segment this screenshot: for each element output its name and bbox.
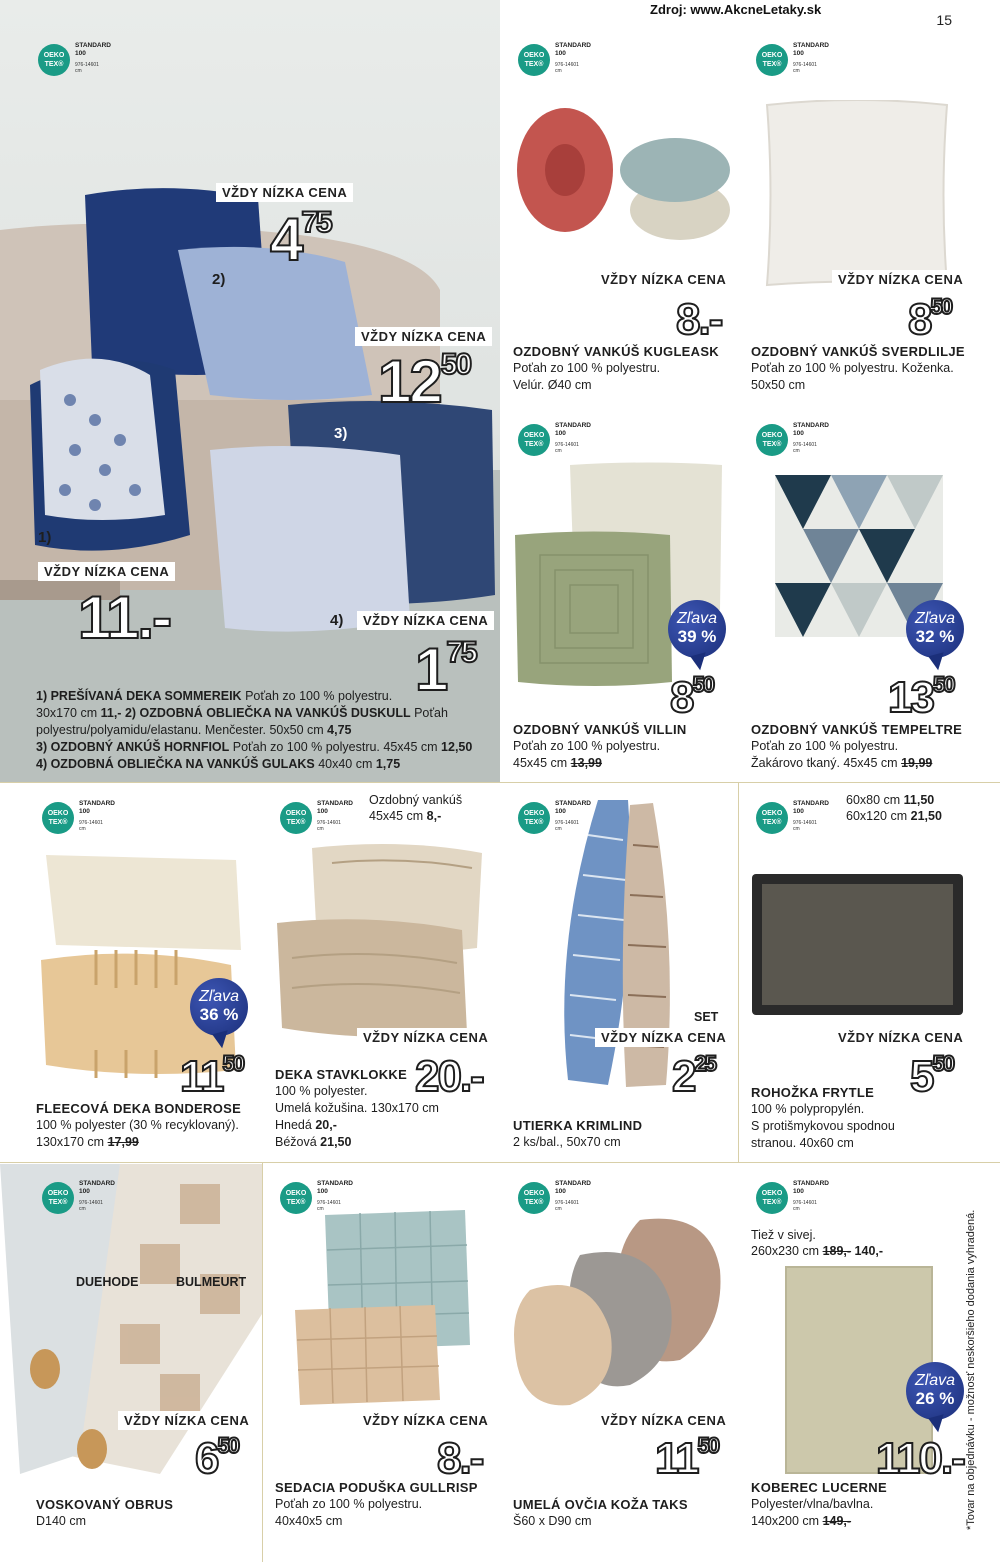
kugleask-price: 8.- bbox=[676, 295, 722, 344]
oeko-badge: OEKO TEX® STANDARD 100 976-14601 cm bbox=[518, 1178, 608, 1218]
divider bbox=[738, 782, 739, 1162]
hero-price-3: 1250 bbox=[378, 348, 471, 415]
sverdlilje-price-label: VŽDY NÍZKA CENA bbox=[832, 270, 969, 289]
krimlind-description: UTIERKA KRIMLIND 2 ks/bal., 50x70 cm bbox=[513, 1118, 643, 1149]
frytle-price-label: VŽDY NÍZKA CENA bbox=[832, 1028, 969, 1047]
sverdlilje-price: 850 bbox=[908, 294, 951, 344]
villin-price: 850 bbox=[670, 672, 713, 722]
oeko-logo-icon: OEKO TEX® bbox=[38, 44, 70, 76]
oeko-badge: OEKO TEX® STANDARD 100 976-14601 cm bbox=[518, 420, 608, 460]
oeko-badge: OEKO TEX® STANDARD 100 976-14601 cm bbox=[756, 798, 846, 838]
hero-price-2: 475 bbox=[270, 206, 331, 273]
divider bbox=[0, 1162, 1000, 1163]
stavklokke-price-label: VŽDY NÍZKA CENA bbox=[357, 1028, 494, 1047]
frytle-image bbox=[750, 872, 965, 1017]
availability-footnote: *Tovar na objednávku - možnosť neskoršieho dodania vyhradená. bbox=[965, 1209, 977, 1530]
bonderose-price: 1150 bbox=[180, 1051, 243, 1101]
hero-price-1: 11.- bbox=[78, 584, 171, 651]
oeko-badge: OEKO TEX® STANDARD 100 976-14601 cm bbox=[280, 798, 370, 838]
hero-marker-2: 2) bbox=[212, 271, 226, 288]
oeko-logo-icon: OEKO TEX® bbox=[42, 802, 74, 834]
krimlind-set-label: SET bbox=[694, 1010, 719, 1024]
oeko-logo-icon: OEKO TEX® bbox=[280, 802, 312, 834]
obrus-description: VOSKOVANÝ OBRUS D140 cm bbox=[36, 1497, 174, 1528]
divider bbox=[0, 782, 1000, 783]
krimlind-price: 225 bbox=[672, 1051, 715, 1101]
obrus-variant-2: BULMEURT bbox=[176, 1275, 247, 1289]
sverdlilje-description: OZDOBNÝ VANKÚŠ SVERDLILJE Poťah zo 100 % polyestru. Koženka. 50x50 cm bbox=[751, 344, 965, 392]
oeko-logo-icon: OEKO TEX® bbox=[756, 1182, 788, 1214]
villin-description: OZDOBNÝ VANKÚŠ VILLIN Poťah zo 100 % polyestru. 45x45 cm 13,99 bbox=[513, 722, 687, 770]
gullrisp-price: 8.- bbox=[437, 1434, 483, 1483]
bonderose-discount-badge: Zľava 36 % bbox=[190, 978, 248, 1036]
oeko-logo-icon: OEKO TEX® bbox=[518, 424, 550, 456]
divider bbox=[262, 1162, 263, 1562]
bonderose-description: FLEECOVÁ DEKA BONDEROSE 100 % polyester (30 % recyklovaný). 130x170 cm 17,99 bbox=[36, 1101, 242, 1149]
krimlind-image bbox=[548, 795, 688, 1095]
taks-price-label: VŽDY NÍZKA CENA bbox=[595, 1411, 732, 1430]
gullrisp-price-label: VŽDY NÍZKA CENA bbox=[357, 1411, 494, 1430]
oeko-badge: OEKO TEX® STANDARD 100 976-14601 cm bbox=[38, 40, 128, 80]
tempeltre-description: OZDOBNÝ VANKÚŠ TEMPELTRE Poťah zo 100 % polyestru. Žakárovo tkaný. 45x45 cm 19,99 bbox=[751, 722, 963, 770]
hero-price-label-2: VŽDY NÍZKA CENA bbox=[216, 183, 353, 202]
hero-price-label-4: VŽDY NÍZKA CENA bbox=[357, 611, 494, 630]
krimlind-price-label: VŽDY NÍZKA CENA bbox=[595, 1028, 732, 1047]
oeko-logo-icon: OEKO TEX® bbox=[756, 424, 788, 456]
taks-price: 1150 bbox=[655, 1433, 718, 1483]
taks-description: UMELÁ OVČIA KOŽA TAKS Š60 x D90 cm bbox=[513, 1497, 688, 1528]
oeko-logo-icon: OEKO TEX® bbox=[756, 44, 788, 76]
oeko-logo-icon: OEKO TEX® bbox=[518, 1182, 550, 1214]
oeko-badge: OEKO TEX® STANDARD 100 976-14601 cm bbox=[280, 1178, 370, 1218]
oeko-badge: OEKO TEX® STANDARD 100 976-14601 cm bbox=[42, 798, 132, 838]
hero-panel bbox=[0, 0, 500, 782]
oeko-badge: OEKO TEX® STANDARD 100 976-14601 cm bbox=[756, 1178, 846, 1218]
kugleask-image bbox=[510, 100, 730, 250]
oeko-logo-icon: OEKO TEX® bbox=[518, 44, 550, 76]
frytle-description: ROHOŽKA FRYTLE 100 % polypropylén. S protišmykovou spodnou stranou. 40x60 cm bbox=[751, 1085, 895, 1150]
lucerne-discount-badge: Zľava 26 % bbox=[906, 1362, 964, 1420]
hero-description: 1) PREŠÍVANÁ DEKA SOMMEREIK Poťah zo 100 % polyestru. 30x170 cm 11,- 2) OZDOBNÁ OBLIEČKA NA VANKÚŠ DUSKULL Poťah polyestru/polyamidu/elastanu. Menčester. 50x50 cm 4,75 3) OZDOBNÝ ANKÚŠ HORNFIOL Poťah zo 100 % polyestru. 45x45 cm 12,50 4) OZDOBNÁ OBLIEČKA NA VANKÚŠ GULAKS 40x40 cm 1,75 bbox=[36, 689, 473, 771]
hero-price-label-3: VŽDY NÍZKA CENA bbox=[355, 327, 492, 346]
page-number: 15 bbox=[936, 12, 952, 28]
obrus-variant-1: DUEHODE bbox=[76, 1275, 139, 1289]
tempeltre-price: 1350 bbox=[888, 672, 954, 722]
frytle-price: 550 bbox=[910, 1051, 953, 1101]
villin-discount-badge: Zľava 39 % bbox=[668, 600, 726, 658]
frytle-size-options: 60x80 cm 11,50 60x120 cm 21,50 bbox=[846, 793, 942, 823]
oeko-logo-icon: OEKO TEX® bbox=[280, 1182, 312, 1214]
stavklokke-image bbox=[272, 838, 492, 1038]
obrus-price: 650 bbox=[195, 1433, 238, 1483]
hero-marker-1: 1) bbox=[38, 529, 52, 546]
lucerne-description: KOBEREC LUCERNE Polyester/vlna/bavlna. 140x200 cm 149,- bbox=[751, 1480, 887, 1528]
oeko-badge: OEKO TEX® STANDARD 100 976-14601 cm bbox=[518, 798, 608, 838]
obrus-price-label: VŽDY NÍZKA CENA bbox=[118, 1411, 255, 1430]
tempeltre-discount-badge: Zľava 32 % bbox=[906, 600, 964, 658]
gullrisp-description: SEDACIA PODUŠKA GULLRISP Poťah zo 100 % polyestru. 40x40x5 cm bbox=[275, 1480, 478, 1528]
sverdlilje-image bbox=[762, 100, 952, 290]
hero-marker-3: 3) bbox=[334, 425, 348, 442]
oeko-badge: OEKO TEX® STANDARD 100 976-14601 cm bbox=[518, 40, 608, 80]
oeko-logo-icon: OEKO TEX® bbox=[42, 1182, 74, 1214]
hero-price-4: 175 bbox=[415, 636, 476, 703]
lucerne-price: 110.- bbox=[876, 1434, 964, 1483]
kugleask-price-label: VŽDY NÍZKA CENA bbox=[595, 270, 732, 289]
source-header: Zdroj: www.AkcneLetaky.sk bbox=[650, 2, 822, 17]
hero-marker-4: 4) bbox=[330, 612, 344, 629]
oeko-badge: OEKO TEX® STANDARD 100 976-14601 cm bbox=[42, 1178, 132, 1218]
oeko-logo-icon: OEKO TEX® bbox=[518, 802, 550, 834]
gullrisp-image bbox=[285, 1195, 495, 1405]
stavklokke-note: Ozdobný vankúš 45x45 cm 8,- bbox=[369, 793, 463, 823]
stavklokke-description: DEKA STAVKLOKKE 100 % polyester. Umelá kožušina. 130x170 cm Hnedá 20,- Béžová 21,50 bbox=[275, 1067, 439, 1149]
oeko-badge: OEKO TEX® STANDARD 100 976-14601 cm bbox=[756, 420, 846, 460]
oeko-logo-icon: OEKO TEX® bbox=[756, 802, 788, 834]
hero-price-label-1: VŽDY NÍZKA CENA bbox=[38, 562, 175, 581]
oeko-badge: OEKO TEX® STANDARD 100 976-14601 cm bbox=[756, 40, 846, 80]
stavklokke-price: 20.- bbox=[415, 1052, 483, 1101]
lucerne-note: Tiež v sivej. 260x230 cm 189,- 140,- bbox=[751, 1228, 884, 1258]
kugleask-description: OZDOBNÝ VANKÚŠ KUGLEASK Poťah zo 100 % polyestru. Velúr. Ø40 cm bbox=[513, 344, 720, 392]
taks-image bbox=[510, 1210, 730, 1410]
